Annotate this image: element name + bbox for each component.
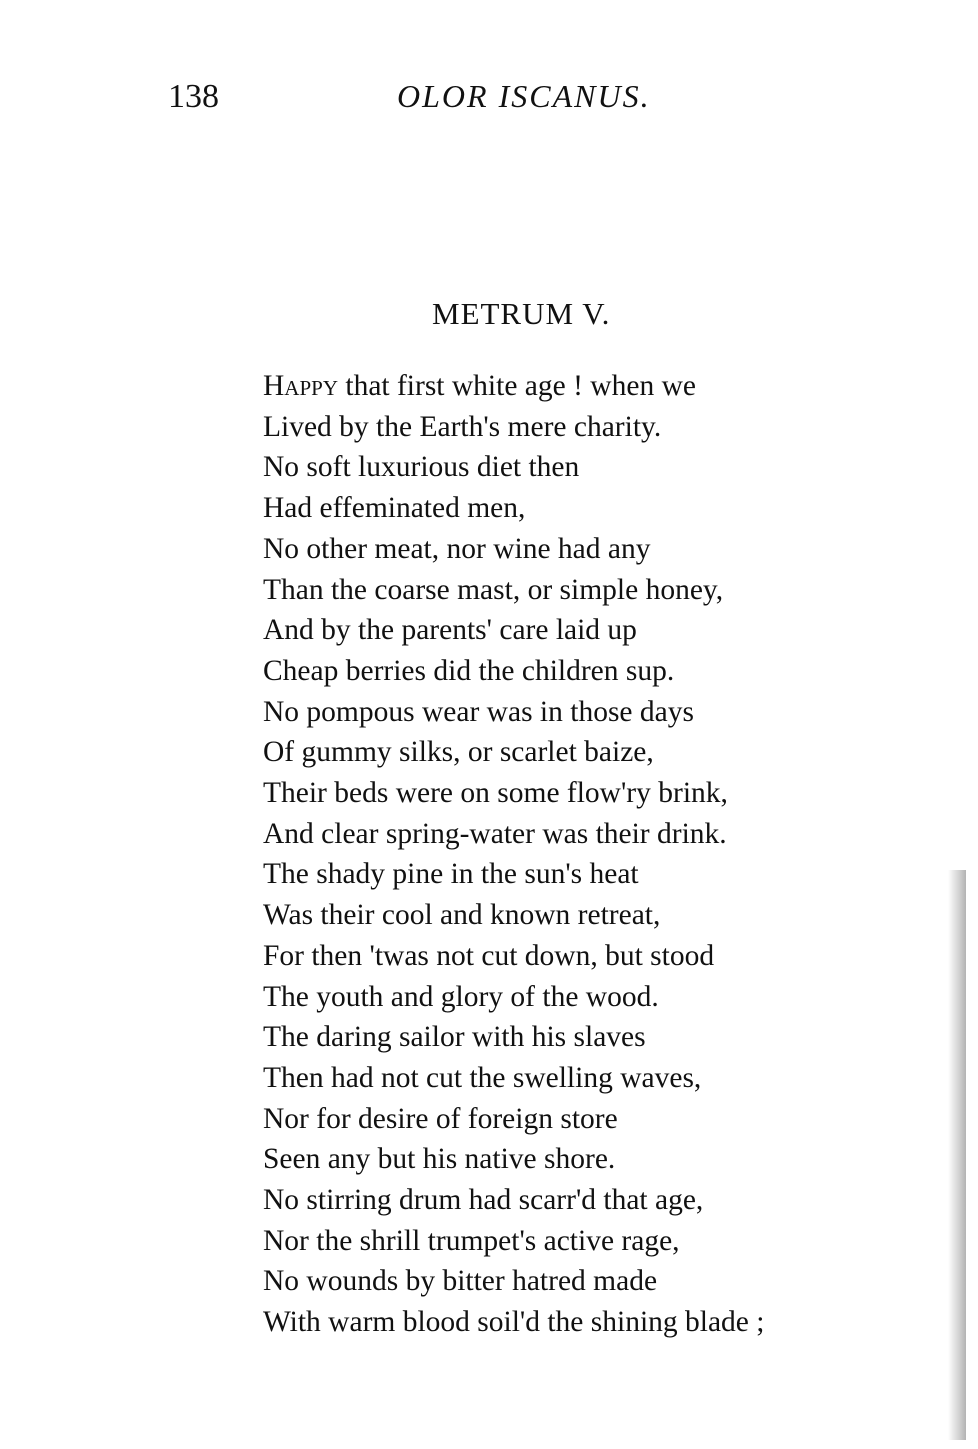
poem-line: Then had not cut the swelling waves, [263, 1061, 702, 1094]
poem-line: With warm blood soil'd the shining blade ; [263, 1306, 765, 1339]
poem-line: Their beds were on some flow'ry brink, [263, 777, 728, 810]
poem-line: Nor for desire of foreign store [263, 1102, 618, 1135]
poem-line: Of gummy silks, or scarlet baize, [263, 736, 654, 769]
poem-line: Nor the shrill trumpet's active rage, [263, 1224, 680, 1257]
poem-line: And by the parents' care laid up [263, 614, 637, 647]
poem-line: No soft luxurious diet then [263, 451, 580, 484]
section-title: METRUM V. [432, 296, 611, 331]
poem-line: Lived by the Earth's mere charity. [263, 410, 662, 443]
poem-line: Was their cool and known retreat, [263, 899, 661, 932]
poem-line: Had effeminated men, [263, 492, 526, 525]
poem-line: The daring sailor with his slaves [263, 1021, 646, 1054]
poem-line: The shady pine in the sun's heat [263, 858, 639, 891]
drop-word: Happy [263, 370, 338, 402]
page-number: 138 [168, 78, 219, 115]
poem-line: No other meat, nor wine had any [263, 532, 651, 565]
poem-line [263, 366, 764, 407]
poem-line: Cheap berries did the children sup. [263, 654, 675, 687]
running-title: OLOR ISCANUS. [397, 78, 651, 114]
page-edge-shadow [948, 870, 966, 1440]
poem-line: No pompous wear was in those days [263, 695, 694, 728]
poem-line: The youth and glory of the wood. [263, 980, 659, 1013]
poem-line: For then 'twas not cut down, but stood [263, 939, 715, 972]
poem-line: No stirring drum had scarr'd that age, [263, 1184, 704, 1217]
poem-line: No wounds by bitter hatred made [263, 1265, 658, 1298]
poem-line: Seen any but his native shore. [263, 1143, 616, 1176]
poem-text [263, 366, 764, 1343]
poem-line: And clear spring-water was their drink. [263, 817, 727, 850]
poem-line-rest: that first white age ! when we [338, 370, 696, 402]
poem-line: Than the coarse mast, or simple honey, [263, 573, 724, 606]
